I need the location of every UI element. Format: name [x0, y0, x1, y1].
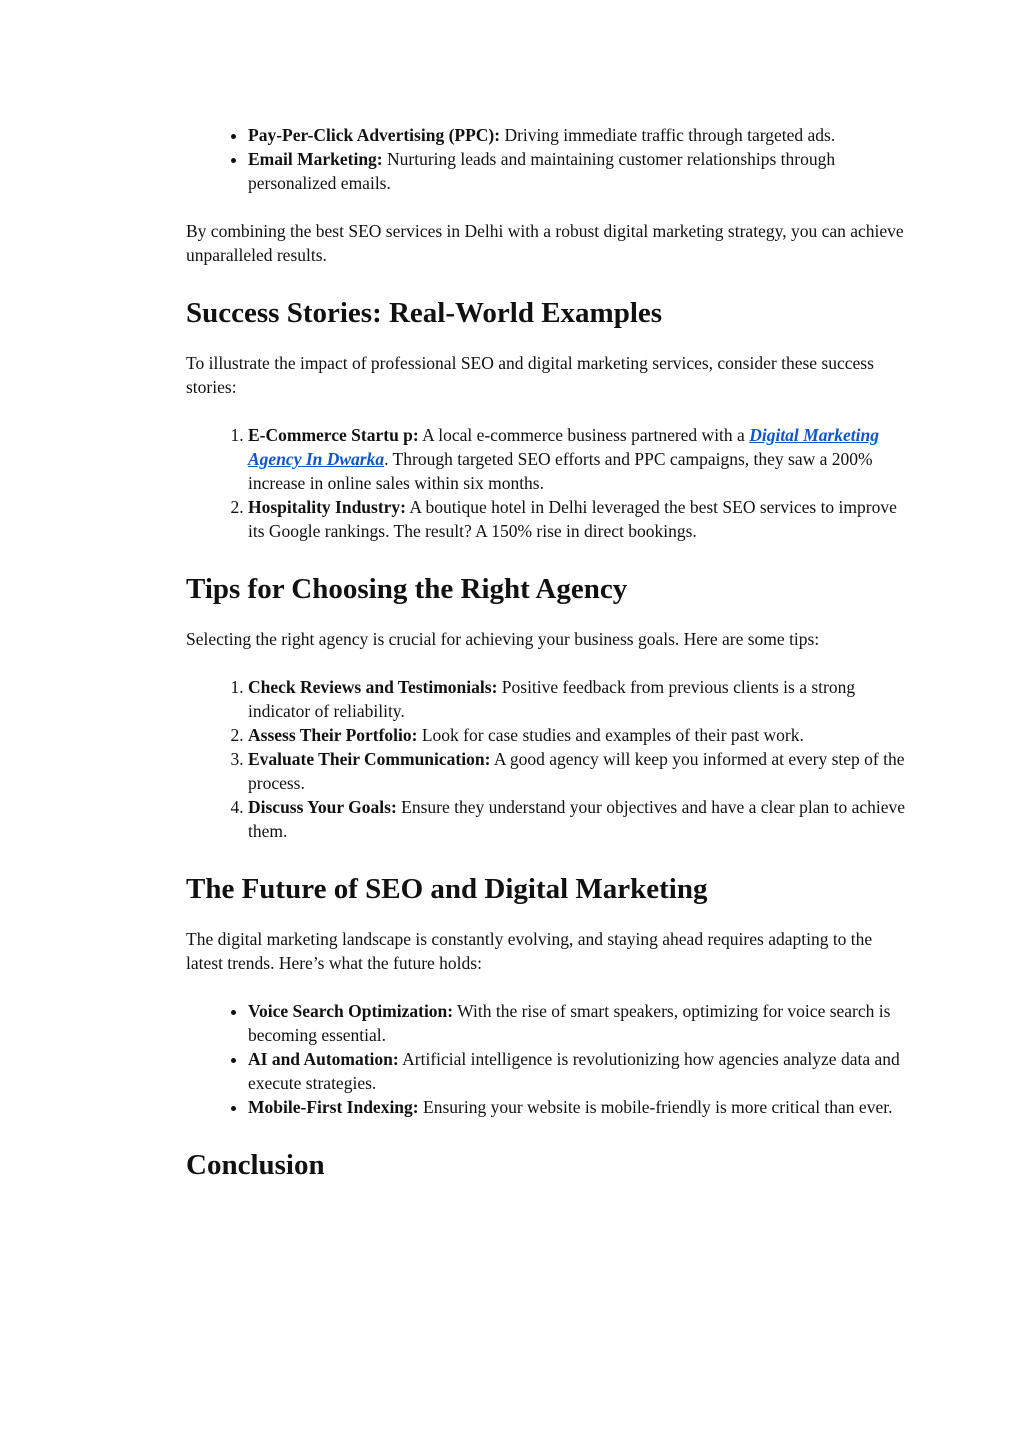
list-item-text: A boutique hotel in Delhi leveraged the best SEO services to improve its Google rankings. The result? A 150% rise in direct bookings. — [248, 497, 897, 541]
list-item-text: Driving immediate traffic through targeted ads. — [500, 125, 836, 145]
list-item — [248, 423, 906, 495]
list-item — [248, 675, 906, 723]
list-item-term: AI and Automation: — [248, 1049, 399, 1069]
heading-success-stories: Success Stories: Real-World Examples — [186, 297, 663, 329]
list-item-term: Pay-Per-Click Advertising (PPC): — [248, 125, 501, 145]
agency-link[interactable]: Digital Marketing Agency In Dwarka — [248, 425, 880, 469]
list-item — [248, 747, 906, 795]
list-item — [248, 999, 906, 1047]
list-item — [248, 147, 906, 195]
list-item-text: Look for case studies and examples of their past work. — [417, 725, 804, 745]
list-item-text: Nurturing leads and maintaining customer relationships through personalized emails. — [248, 149, 836, 193]
tips-list — [186, 675, 906, 843]
list-item-term: Mobile-First Indexing: — [248, 1097, 419, 1117]
heading-tips: Tips for Choosing the Right Agency — [186, 573, 628, 605]
list-item-term: Email Marketing: — [248, 149, 383, 169]
paragraph-success-intro: To illustrate the impact of professional SEO and digital marketing services, consider these success stories: — [186, 353, 874, 397]
paragraph-future-intro: The digital marketing landscape is constantly evolving, and staying ahead requires adapting to the latest trends. Here’s what the future holds: — [186, 929, 873, 973]
paragraph-tips-intro: Selecting the right agency is crucial for achieving your business goals. Here are some tips: — [186, 629, 820, 649]
list-item-text: With the rise of smart speakers, optimizing for voice search is becoming essential. — [248, 1001, 891, 1045]
list-item — [248, 795, 906, 843]
list-item — [248, 723, 906, 747]
intro-bullet-list — [186, 123, 906, 195]
list-item-term: Hospitality Industry: — [248, 497, 407, 517]
list-item-text: A local e-commerce business partnered with a — [418, 425, 750, 445]
list-item-term: Discuss Your Goals: — [248, 797, 397, 817]
list-item — [248, 123, 906, 147]
paragraph-combining: By combining the best SEO services in Delhi with a robust digital marketing strategy, you can achieve unparalleled results. — [186, 221, 904, 265]
list-item-term: Assess Their Portfolio: — [248, 725, 418, 745]
list-item-text: Artificial intelligence is revolutionizing how agencies analyze data and execute strategies. — [248, 1049, 900, 1093]
list-item-text: Ensuring your website is mobile-friendly is more critical than ever. — [418, 1097, 893, 1117]
list-item-term: Check Reviews and Testimonials: — [248, 677, 498, 697]
list-item-term: Voice Search Optimization: — [248, 1001, 454, 1021]
document-page — [186, 123, 906, 1183]
list-item — [248, 1047, 906, 1095]
heading-conclusion: Conclusion — [186, 1149, 325, 1181]
list-item-term: E-Commerce Startu p: — [248, 425, 419, 445]
list-item-text: . Through targeted SEO efforts and PPC campaigns, they saw a 200% increase in online sales within six months. — [248, 449, 873, 493]
list-item — [248, 495, 906, 543]
heading-future: The Future of SEO and Digital Marketing — [186, 873, 708, 905]
future-trends-list — [186, 999, 906, 1119]
list-item-text: A good agency will keep you informed at every step of the process. — [248, 749, 905, 793]
list-item-text: Ensure they understand your objectives and have a clear plan to achieve them. — [248, 797, 906, 841]
list-item-term: Evaluate Their Communication: — [248, 749, 491, 769]
list-item-text: Positive feedback from previous clients is a strong indicator of reliability. — [248, 677, 856, 721]
success-stories-list — [186, 423, 906, 543]
list-item — [248, 1095, 906, 1119]
